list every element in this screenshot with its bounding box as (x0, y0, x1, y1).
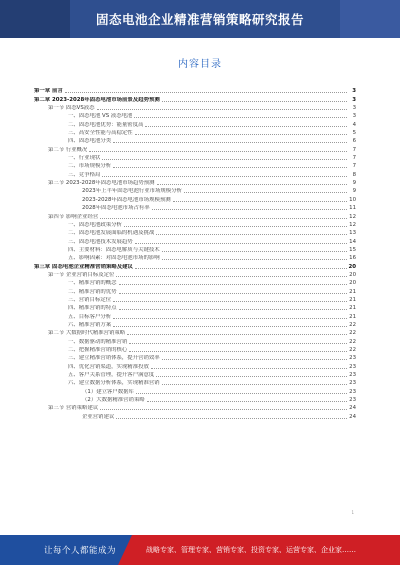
toc-entry-title: 第三节 2023-2028年固态电池市场趋势预测 (48, 180, 155, 187)
toc-leader-dots (119, 309, 347, 310)
toc-leader-dots (162, 251, 347, 252)
toc-entry[interactable] (34, 194, 356, 202)
toc-entry-page: 3 (352, 96, 356, 103)
toc-leader-dots (135, 268, 347, 269)
toc-leader-dots (184, 192, 347, 193)
toc-entry[interactable] (34, 353, 356, 361)
toc-entry-page: 7 (352, 146, 356, 153)
toc-entry-page: 3 (352, 88, 356, 95)
toc-entry-title: 四、优化营销渠道，实现精准投放 (68, 363, 149, 370)
toc-entry-title: 四、主要材料：固态电解质与关键技术 (68, 246, 160, 253)
toc-entry-title: 二、把握精准营销的核心 (68, 347, 128, 353)
toc-entry[interactable] (34, 253, 356, 261)
toc-leader-dots (162, 359, 347, 360)
toc-entry[interactable] (34, 186, 356, 194)
toc-entry-title: 第一章 前言 (34, 88, 63, 95)
toc-entry-title: （2）大数据精准营销策略 (82, 397, 145, 404)
toc-entry[interactable] (34, 236, 356, 244)
toc-entry[interactable] (34, 94, 356, 102)
toc-entry[interactable] (34, 220, 356, 228)
toc-entry[interactable] (34, 103, 356, 111)
toc-entry-title: 一、精准营销的概念 (68, 280, 117, 287)
toc-entry-title: 二、固态电池优势：能量密度高 (68, 121, 144, 128)
toc-entry-page: 23 (349, 372, 356, 379)
toc-entry-title: 五、影响因素：对固态电池市场的影响 (68, 255, 160, 262)
toc-entry-title: 二、市场规模分析 (68, 163, 112, 170)
toc-entry-title: 第二节 大数据时代精准营销策略 (48, 330, 126, 337)
toc-entry-title: 2023年上半年固态电池行业市场规模分析 (82, 188, 182, 195)
toc-entry[interactable] (34, 270, 356, 278)
toc-leader-dots (102, 159, 347, 160)
toc-entry-page: 10 (349, 196, 356, 203)
toc-entry-page: 22 (349, 330, 356, 337)
toc-entry-page: 20 (348, 263, 356, 270)
toc-entry-page: 12 (349, 221, 356, 228)
toc-entry-page: 3 (352, 105, 356, 112)
toc-entry-page: 21 (349, 296, 356, 303)
toc-entry-title: 六、精准营销方案 (68, 321, 112, 328)
toc-entry[interactable] (34, 403, 356, 411)
toc-entry-title: 企业营销建议 (82, 413, 115, 420)
toc-entry-title: 第三节 营销策略建议 (48, 405, 99, 412)
toc-entry[interactable] (34, 119, 356, 127)
toc-entry[interactable] (34, 245, 356, 253)
toc-entry[interactable] (34, 328, 356, 336)
report-header (0, 0, 400, 38)
toc-entry-title: 三、建立精准营销体系，提升营销效率 (68, 355, 160, 362)
toc-leader-dots (129, 351, 347, 352)
toc-entry-title: 2023-2028年固态电池市场规模预测 (82, 196, 171, 203)
toc-entry-page: 22 (349, 338, 356, 345)
toc-entry-page: 21 (349, 313, 356, 320)
toc-entry[interactable] (34, 136, 356, 144)
toc-entry-title: 四、固态电池分类 (68, 138, 112, 145)
toc-entry-page: 20 (349, 280, 356, 287)
toc-entry-title: 五、目标客户分析 (68, 313, 112, 320)
toc-entry[interactable] (34, 261, 356, 269)
toc-leader-dots (162, 384, 347, 385)
toc-entry-page: 24 (349, 413, 356, 420)
toc-leader-dots (113, 318, 347, 319)
toc-entry[interactable] (34, 361, 356, 369)
toc-entry-page: 6 (352, 138, 356, 145)
toc-entry-title: 二、精准营销的优势 (68, 288, 117, 295)
toc-entry-page: 23 (349, 380, 356, 387)
toc-entry[interactable] (34, 370, 356, 378)
footer-slogan: 让每个人都能成为 (44, 546, 117, 556)
toc-entry[interactable] (34, 278, 356, 286)
toc-entry-title: 五、客户关系管理，提升客户满意度 (68, 372, 155, 379)
toc-entry-title: 第二节 行业概况 (48, 146, 88, 153)
toc-entry-page: 20 (349, 271, 356, 278)
toc-leader-dots (173, 201, 347, 202)
toc-entry-page: 23 (349, 355, 356, 362)
toc-entry[interactable] (34, 178, 356, 186)
toc-entry-page: 23 (349, 363, 356, 370)
toc-entry-title: 一、行业现状 (68, 155, 101, 162)
toc-entry[interactable] (34, 211, 356, 219)
toc-entry-page: 24 (349, 405, 356, 412)
toc-leader-dots (136, 393, 347, 394)
toc-entry[interactable] (34, 311, 356, 319)
toc-leader-dots (113, 326, 347, 327)
toc-entry-page: 13 (349, 230, 356, 237)
toc-entry-page: 12 (349, 213, 356, 220)
toc-entry-title: （1）建立客户数据库 (82, 388, 134, 395)
toc-entry-title: 第一节 固态VS液态 (48, 105, 95, 112)
toc-leader-dots (119, 284, 347, 285)
toc-entry-page: 23 (349, 388, 356, 395)
toc-entry-title: 一、数据驱动的精准营销 (68, 338, 128, 345)
toc-leader-dots (162, 259, 347, 260)
toc-entry-page: 22 (349, 347, 356, 353)
toc-entry[interactable] (34, 320, 356, 328)
toc-entry-title: 六、建立数据分析体系，实现精准营销 (68, 380, 160, 387)
toc-entry-title: 二、固态电池发展面临的机遇及挑战 (68, 230, 155, 237)
toc-entry-title: 三、高安全性能与高稳定性 (68, 130, 133, 137)
toc-entry[interactable] (34, 128, 356, 136)
toc-entry-title: 第四节 影响企业经营 (48, 213, 99, 220)
toc-leader-dots (135, 134, 347, 135)
toc-entry[interactable] (34, 336, 356, 344)
toc-leader-dots (100, 218, 347, 219)
toc-entry-title: 第二章 2023-2028年固态电池市场前景及趋势预测 (34, 96, 160, 103)
toc-entry[interactable] (34, 303, 356, 311)
toc-entry[interactable] (34, 161, 356, 169)
toc-entry-title: 2028年固态电池市场占有率 (82, 205, 150, 212)
toc-entry-title: 三、竞争格局 (68, 171, 101, 178)
toc-leader-dots (119, 293, 347, 294)
toc-leader-dots (134, 117, 347, 118)
toc-leader-dots (145, 126, 347, 127)
toc-leader-dots (113, 167, 347, 168)
table-of-contents (34, 86, 356, 420)
toc-entry-title: 一、固态电池政策分析 (68, 221, 122, 228)
toc-leader-dots (102, 176, 347, 177)
toc-leader-dots (124, 226, 347, 227)
toc-entry[interactable] (34, 378, 356, 386)
toc-entry-page: 9 (352, 180, 356, 187)
footer-roles: 战略专家、管理专家、营销专家、投资专家、运营专家、企业家…… (146, 546, 356, 554)
toc-leader-dots (65, 92, 347, 93)
toc-leader-dots (152, 209, 347, 210)
toc-entry[interactable] (34, 286, 356, 294)
toc-leader-dots (162, 101, 347, 102)
toc-leader-dots (89, 151, 347, 152)
toc-leader-dots (156, 234, 347, 235)
toc-entry-page: 16 (349, 255, 356, 262)
toc-leader-dots (113, 301, 347, 302)
toc-entry[interactable] (34, 111, 356, 119)
toc-entry-title: 第一节 企业营销目标及定位 (48, 271, 115, 278)
toc-entry[interactable] (34, 345, 356, 353)
toc-entry-title: 第三章 固态电池企业精准营销策略及建议 (34, 263, 133, 270)
toc-entry-page: 21 (349, 288, 356, 295)
toc-entry-page: 3 (352, 113, 356, 120)
toc-entry-page: 8 (352, 171, 356, 178)
toc-leader-dots (156, 376, 347, 377)
toc-entry[interactable] (34, 86, 356, 94)
toc-entry-page: 14 (349, 238, 356, 245)
footer-banner (0, 535, 400, 565)
toc-entry[interactable] (34, 203, 356, 211)
toc-heading: 内容目录 (178, 59, 222, 70)
page-number: 1 (351, 510, 354, 515)
toc-leader-dots (129, 343, 347, 344)
toc-entry-page: 7 (352, 155, 356, 162)
toc-leader-dots (151, 368, 347, 369)
report-title: 固态电池企业精准营销策略研究报告 (95, 12, 304, 27)
toc-entry-title: 三、营销目标定位 (68, 296, 112, 303)
toc-leader-dots (116, 418, 347, 419)
toc-entry-page: 11 (349, 205, 356, 212)
toc-entry-title: 三、固态电池技术发展趋势 (68, 238, 133, 245)
toc-leader-dots (100, 409, 347, 410)
toc-entry-page: 15 (349, 246, 356, 253)
toc-leader-dots (127, 334, 347, 335)
toc-entry-page: 9 (352, 188, 356, 195)
toc-entry-page: 23 (349, 397, 356, 404)
toc-entry[interactable] (34, 228, 356, 236)
toc-entry-title: 一、固态电池 VS 液态电池 (68, 113, 133, 120)
toc-entry[interactable] (34, 295, 356, 303)
toc-entry[interactable] (34, 395, 356, 403)
toc-leader-dots (116, 276, 347, 277)
toc-leader-dots (97, 109, 347, 110)
toc-entry-page: 22 (349, 321, 356, 328)
toc-entry[interactable] (34, 169, 356, 177)
toc-leader-dots (113, 142, 347, 143)
toc-entry[interactable] (34, 153, 356, 161)
toc-leader-dots (135, 243, 347, 244)
toc-leader-dots (157, 184, 347, 185)
toc-entry-page: 4 (352, 121, 356, 128)
toc-entry[interactable] (34, 144, 356, 152)
toc-entry[interactable] (34, 386, 356, 394)
toc-entry-page: 7 (352, 163, 356, 170)
toc-entry-page: 21 (349, 305, 356, 312)
toc-entry-title: 四、精准营销的特点 (68, 305, 117, 312)
toc-entry-page: 5 (352, 130, 356, 137)
toc-leader-dots (147, 401, 347, 402)
toc-entry[interactable] (34, 411, 356, 419)
